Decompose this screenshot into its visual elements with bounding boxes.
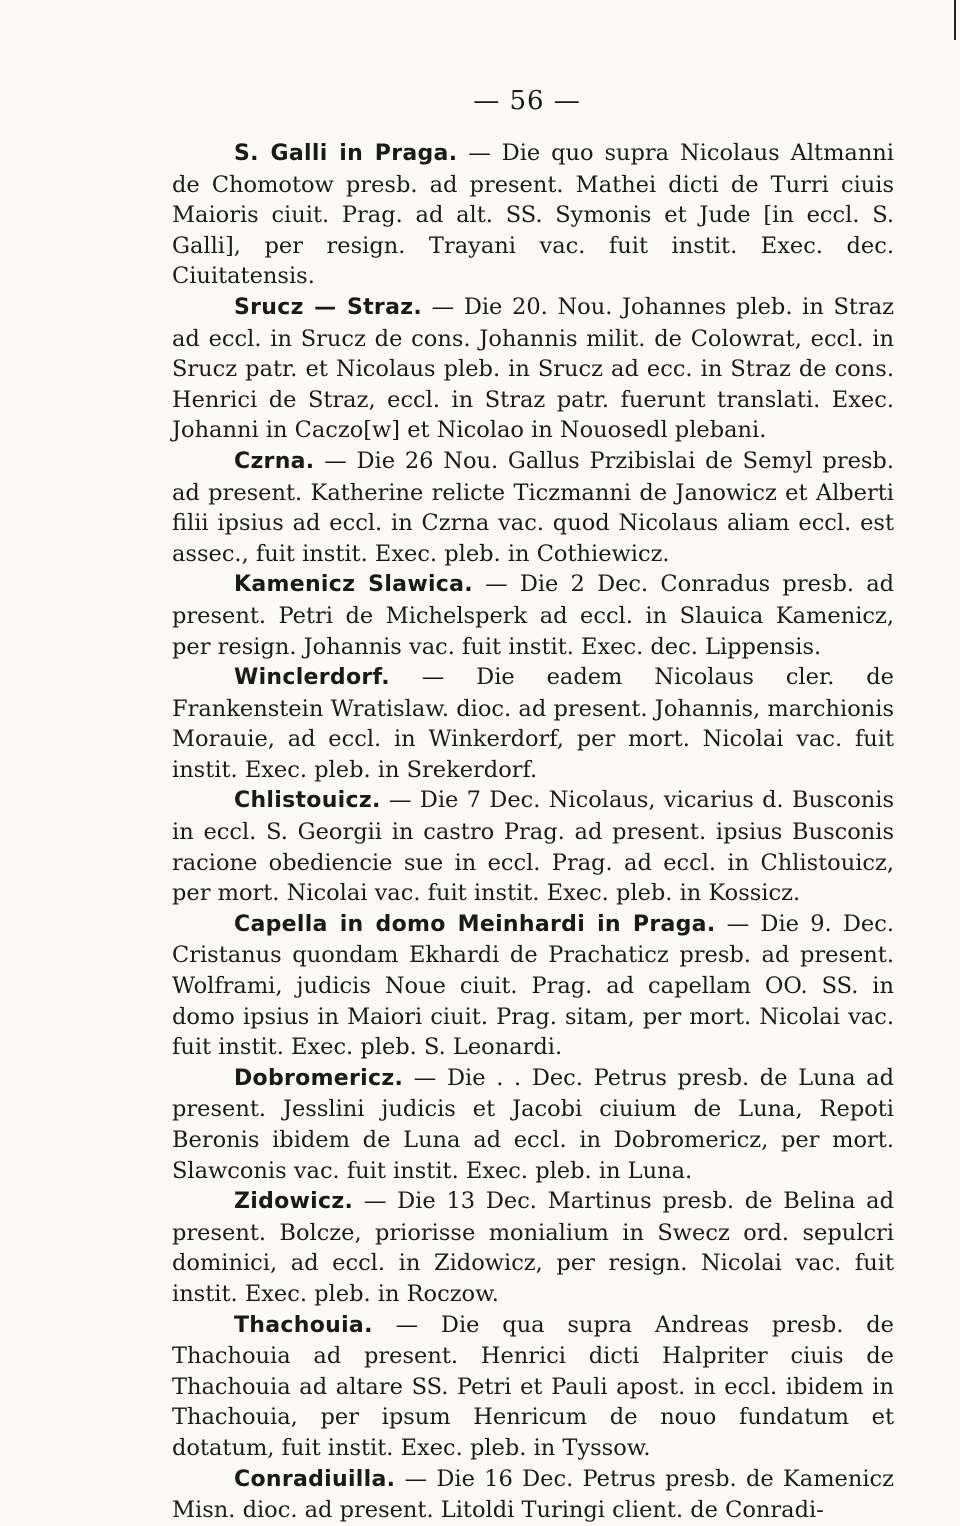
entry-heading: Chlistouicz. <box>234 788 381 814</box>
entry <box>172 138 894 292</box>
entry-text: — Die 20. Nou. Johannes pleb. in Straz ad eccl. in Srucz de cons. Johannis milit. de Colowrat, eccl. in Srucz patr. et Nicolaus pleb. in Srucz ad ecc. in Straz de cons. Henrici de Straz, eccl. in Straz patr. fuerunt translati. Exec. Johanni in Caczo[w] et Nicolao in Nouosedl plebani. <box>172 293 894 444</box>
entry-text: — Die 13 Dec. Martinus presb. de Belina ad present. Bolcze, priorisse monialium in Swecz ord. sepulcri dominici, ad eccl. in Zidowicz, per resign. Nicolai vac. fuit instit. Exec. pleb. in Roczow. <box>172 1188 894 1307</box>
entry <box>172 1063 894 1186</box>
entry-text: — Die 16 Dec. Petrus presb. de Kamenicz Misn. dioc. ad present. Litoldi Turingi client. de Conradi- <box>172 1465 894 1524</box>
entry-text: — Die 2 Dec. Conradus presb. ad present. Petri de Michelsperk ad eccl. in Slauica Kamenicz, per resign. Johannis vac. fuit instit. Exec. dec. Lippensis. <box>172 571 895 660</box>
page-number: — 56 — <box>473 86 581 116</box>
page-edge-mark <box>954 0 956 40</box>
entry-text: — Die . . Dec. Petrus presb. de Luna ad present. Jesslini judicis et Jacobi ciuium de Luna, Repoti Beronis ibidem de Luna ad eccl. in Dobromericz, per mort. Slawconis vac. fuit instit. Exec. pleb. in Luna. <box>172 1064 894 1184</box>
entry <box>172 292 894 446</box>
entry-heading: S. Galli in Praga. <box>234 141 458 166</box>
entry-heading: Winclerdorf. <box>234 665 390 691</box>
entry-text: — Die 9. Dec. Cristanus quondam Ekhardi de Prachaticz presb. ad present. Wolframi, judicis Noue ciuit. Prag. ad capellam OO. SS. in domo ipsius in Maiori ciuit. Prag. sitam, per mort. Nicolai vac. fuit instit. Exec. pleb. S. Leonardi. <box>172 910 894 1061</box>
entry <box>172 1186 894 1309</box>
entry <box>172 446 894 569</box>
entry <box>172 785 894 908</box>
entry-heading: Thachouia. <box>234 1312 373 1338</box>
entry-text: — Die quo supra Nicolaus Altmanni de Chomotow presb. ad present. Mathei dicti de Turri ciuis Maioris ciuit. Prag. ad alt. SS. Symonis et Jude [in eccl. S. Galli], per resign. Trayani vac. fuit instit. Exec. dec. Ciuitatensis. <box>172 140 894 290</box>
entry-text: — Die qua supra Andreas presb. de Thachouia ad present. Henrici dicti Halpriter ciuis de Thachouia ad altare SS. Petri et Pauli apost. in eccl. ibidem in Thachouia, per ipsum Henricum de nouo fundatum et dotatum, fuit instit. Exec. pleb. in Tyssow. <box>172 1311 894 1461</box>
entry <box>172 662 894 785</box>
entry-heading: Dobromericz. <box>234 1065 404 1091</box>
entry <box>172 909 894 1063</box>
entry-heading: Zidowicz. <box>234 1189 354 1215</box>
entry-heading: Kamenicz Slawica. <box>234 572 473 598</box>
entry-heading: Srucz — Straz. <box>234 294 422 320</box>
entry <box>172 569 894 662</box>
entry-heading: Capella in domo Meinhardi in Praga. <box>234 911 716 937</box>
entry-heading: Conradiuilla. <box>234 1466 396 1492</box>
entry-text: — Die 7 Dec. Nicolaus, vicarius d. Busconis in eccl. S. Georgii in castro Prag. ad present. ipsius Busconis racione obediencie sue in eccl. Prag. ad eccl. in Chlistouicz, per mort. Nicolai vac. fuit instit. Exec. pleb. in Kossicz. <box>172 787 894 907</box>
entry-heading: Czrna. <box>234 448 315 474</box>
entry <box>172 1464 894 1526</box>
entry-text: — Die eadem Nicolaus cler. de Frankenstein Wratislaw. dioc. ad present. Johannis, marchionis Morauie, ad eccl. in Winkerdorf, per mort. Nicolai vac. fuit instit. Exec. pleb. in Srekerdorf. <box>172 664 894 783</box>
entry <box>172 1310 894 1464</box>
document-body <box>172 138 894 1526</box>
entry-text: — Die 26 Nou. Gallus Przibislai de Semyl presb. ad present. Katherine relicte Ticzmanni de Janowicz et Alberti filii ipsius ad eccl. in Czrna vac. quod Nicolaus aliam eccl. est assec., fuit instit. Exec. pleb. in Cothiewicz. <box>172 447 894 567</box>
